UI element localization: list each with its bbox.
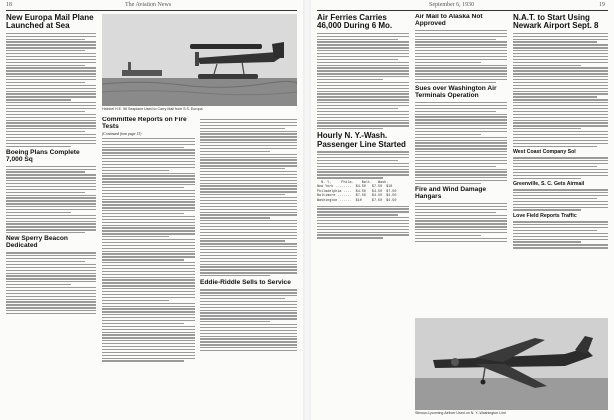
article-body xyxy=(317,33,409,130)
fare-table xyxy=(317,181,409,204)
photo-seaplane xyxy=(102,14,297,106)
airliner-illustration xyxy=(415,318,608,410)
fare-row: New York ........ $4.50 $7.50 $10 xyxy=(317,185,393,190)
headline-sperry: New Sperry Beacon Dedicated xyxy=(6,235,68,250)
header-rule xyxy=(317,10,608,11)
photo-airliner xyxy=(415,318,608,410)
header-rule xyxy=(6,10,297,11)
headline-boeing: Boeing Plans Complete 7,000 Sq xyxy=(6,148,80,163)
article-body xyxy=(102,138,195,362)
headline-europa: New Europa Mail Plane Launched at Sea xyxy=(6,14,94,31)
headline-nat: N.A.T. to Start Using Newark Airport Sept. 8 xyxy=(513,14,599,31)
fare-row: N. Y. Phila. Balt. Wash. xyxy=(317,180,389,185)
headline-alaska: Air Mail to Alaska Not Approved xyxy=(415,14,483,27)
headline-terminals: Sues over Washington Air Terminals Operation xyxy=(415,85,497,100)
seaplane-illustration xyxy=(102,14,297,106)
article-body xyxy=(6,252,96,314)
article-body xyxy=(200,289,297,351)
left-running-title: The Aviation News xyxy=(125,2,172,8)
headline-committee: Committee Reports on Fire Tests xyxy=(102,117,187,130)
headline-westcoast: West Coast Company Sol xyxy=(513,148,576,155)
left-page xyxy=(0,0,303,420)
fare-row: Washington ...... $10 $7.50 $4.50 xyxy=(317,198,397,203)
headline-lovefield: Love Field Reports Traffic xyxy=(513,212,577,219)
headline-ferries: Air Ferries Carries 46,000 During 6 Mo. xyxy=(317,14,393,31)
right-column-3 xyxy=(513,14,608,314)
right-column-2 xyxy=(415,14,507,314)
article-body xyxy=(415,102,507,184)
left-column-1 xyxy=(6,14,96,418)
article-body xyxy=(513,189,608,211)
article-body xyxy=(317,151,409,178)
fare-row: Philadelphia .... $4.50 $4.50 $7.50 xyxy=(317,189,397,194)
article-body xyxy=(513,33,608,147)
fare-row: Baltimore ....... $7.50 $4.50 $4.50 xyxy=(317,194,397,199)
photo-caption: Heinkel H.E. 58 Seaplane Used to Carry Mail from S.S. Europa xyxy=(102,107,203,111)
headline-eddie: Eddie-Riddle Sells to Service xyxy=(200,279,291,287)
article-body xyxy=(6,166,96,234)
right-page xyxy=(311,0,614,420)
left-column-3 xyxy=(200,117,297,417)
article-body xyxy=(415,203,507,242)
article-body xyxy=(6,33,96,147)
article-body xyxy=(513,157,608,179)
article-body xyxy=(317,206,409,239)
article-body xyxy=(200,119,297,276)
continued-note: (Continued from page 13) xyxy=(102,131,142,136)
headline-fire: Fire and Wind Damage Hangars xyxy=(415,186,487,201)
left-column-2 xyxy=(102,117,195,417)
headline-greenville: Greenville, S. C. Gets Airmail xyxy=(513,180,585,187)
right-running-title: September 6, 1930 xyxy=(429,2,475,8)
photo-caption: Stinson-Lycoming Airliner Used on N. Y.-Washington Line xyxy=(415,411,507,415)
page-gutter xyxy=(303,0,311,420)
article-body xyxy=(415,30,507,83)
right-page-number: 19 xyxy=(599,2,605,8)
left-page-number: 18 xyxy=(6,2,12,8)
article-body xyxy=(513,221,608,248)
headline-hourly: Hourly N. Y.-Wash. Passenger Line Started xyxy=(317,131,406,149)
right-column-1 xyxy=(317,14,409,418)
